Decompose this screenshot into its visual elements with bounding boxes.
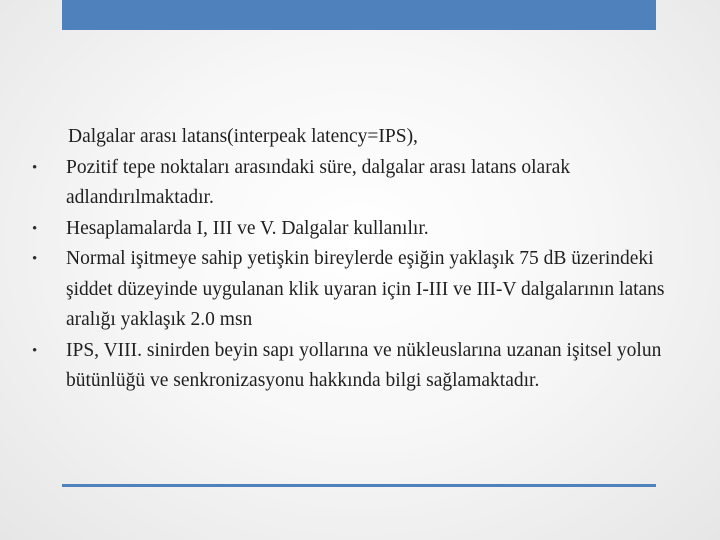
bullet-item bbox=[30, 244, 690, 336]
bullet-icon: • bbox=[32, 251, 38, 267]
bullet-text: Pozitif tepe noktaları arasındaki süre, dalgalar arası latans olarak adlandırılmaktadır. bbox=[66, 156, 571, 208]
bullet-icon: • bbox=[32, 159, 38, 176]
bullet-icon: • bbox=[32, 342, 38, 359]
bullet-item bbox=[30, 336, 690, 397]
bullet-icon: • bbox=[32, 220, 38, 237]
bullet-text: Normal işitmeye sahip yetişkin bireylerde eşiğin yaklaşık 75 dB üzerindeki şiddet düzeyinde uygulanan klik uyaran için I-III ve III-V dalgalarının latans aralığı yaklaşık 2.0 msn bbox=[66, 248, 665, 330]
bullet-item bbox=[30, 214, 690, 245]
bottom-accent-line bbox=[62, 484, 656, 487]
slide-content bbox=[30, 122, 690, 397]
bullet-text: IPS, VIII. sinirden beyin sapı yollarına ve nükleuslarına uzanan işitsel yolun bütünlüğü ve senkronizasyonu hakkında bilgi sağlamaktadır. bbox=[66, 339, 662, 391]
bullet-item bbox=[30, 153, 690, 214]
slide-heading: Dalgalar arası latans(interpeak latency=IPS), bbox=[68, 126, 418, 147]
bullet-list bbox=[30, 153, 690, 397]
bullet-text: Hesaplamalarda I, III ve V. Dalgalar kullanılır. bbox=[66, 217, 429, 239]
top-accent-bar bbox=[62, 0, 656, 30]
